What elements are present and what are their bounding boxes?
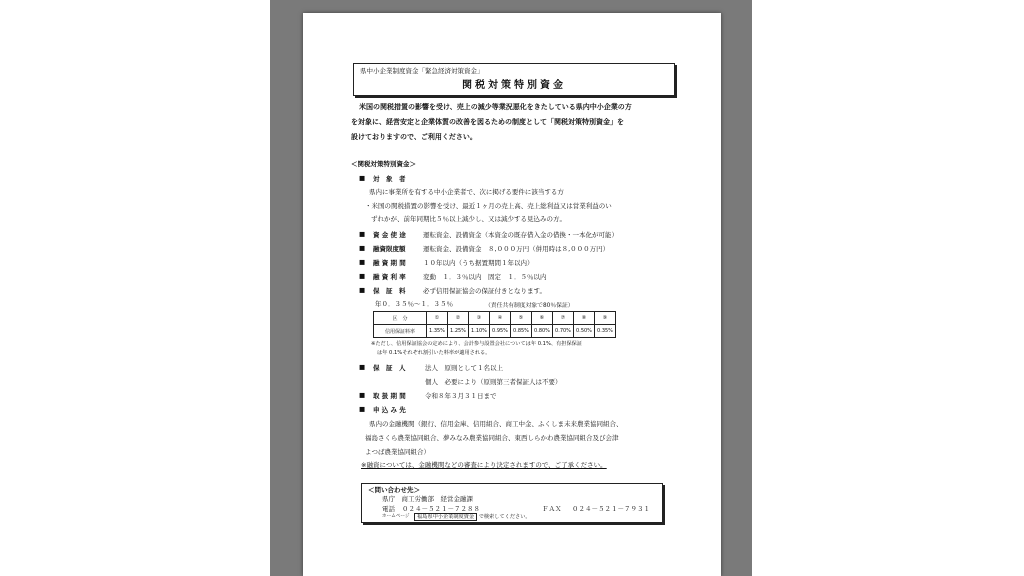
bullet-icon: ■ <box>359 391 366 399</box>
bullet-icon: ■ <box>359 230 366 238</box>
table-header-cell: ④ <box>490 312 511 325</box>
period-value: １０年以内（うち据置期間１年以内） <box>423 259 534 267</box>
table-header-cell: ⑨ <box>595 312 616 325</box>
bullet-icon: ■ <box>359 363 366 371</box>
guarantor-label: 保 証 人 <box>373 364 406 372</box>
table-header-label: 区 分 <box>374 312 427 325</box>
table-row-label: 信用保証料率 <box>374 325 427 338</box>
contact-hp-line <box>414 513 531 520</box>
table-header-cell: ⑦ <box>553 312 574 325</box>
table-header-cell: ③ <box>469 312 490 325</box>
handling-period-value: 令和８年３月３１日まで <box>425 392 497 400</box>
use-label: 資 金 使 途 <box>373 231 406 239</box>
table-row <box>374 312 616 325</box>
contact-tel: ０２４－５２１－７２８８ <box>402 505 480 513</box>
bullet-icon: ■ <box>359 405 366 413</box>
contact-hp-tail: で検索してください。 <box>478 514 531 520</box>
target-text-1: 県内に事業所を有する中小企業者で、次に掲げる要件に該当する方 <box>369 188 564 196</box>
fee-range: 年０．３５％～１．３５％ <box>375 300 453 308</box>
contact-fax: ０２４－５２１－７９３１ <box>572 505 650 513</box>
apply-line-1: 県内の金融機関（銀行、信用金庫、信用組合、商工中金、ふくしま未来農業協同組合、 <box>369 420 623 428</box>
section-heading: ＜関税対策特別資金＞ <box>351 160 416 168</box>
fee-footnote-2: は年 0.1%それぞれ割引いた料率が適用される。 <box>377 350 491 356</box>
bullet-icon: ■ <box>359 272 366 280</box>
table-cell: 0.70% <box>553 325 574 338</box>
table-row <box>374 325 616 338</box>
contact-fax-label: ＦＡＸ <box>542 505 562 513</box>
period-label: 融 資 期 間 <box>373 259 406 267</box>
apply-line-2: 福島さくら農業協同組合、夢みなみ農業協同組合、東西しらかわ農業協同組合及び会津 <box>365 434 619 442</box>
contact-hp-label: ホームページ <box>382 514 410 519</box>
intro-line-3: 設けておりますので、ご利用ください。 <box>351 133 477 141</box>
rate-label: 融 資 利 率 <box>373 273 406 281</box>
table-cell: 1.10% <box>469 325 490 338</box>
bullet-icon: ■ <box>359 258 366 266</box>
table-cell: 1.35% <box>427 325 448 338</box>
target-label: 対 象 者 <box>373 175 406 183</box>
fee-rate-table <box>373 311 616 338</box>
bullet-icon: ■ <box>359 174 366 182</box>
contact-box <box>361 483 663 523</box>
contact-department: 県庁 商工労働部 経営金融課 <box>382 495 473 503</box>
table-cell: 0.85% <box>511 325 532 338</box>
title-box <box>353 63 675 96</box>
intro-line-1: 米国の関税措置の影響を受け、売上の減少等業況悪化をきたしている県内中小企業の方 <box>359 103 632 111</box>
contact-heading: ＜問い合わせ先＞ <box>368 486 420 494</box>
fee-value: 必ず信用保証協会の保証付きとなります。 <box>423 287 546 295</box>
rate-value: 変動 １．３％以内 固定 １．５％以内 <box>423 273 547 281</box>
apply-line-3: よつば農業協同組合） <box>365 448 430 456</box>
table-header-cell: ⑥ <box>532 312 553 325</box>
document-page <box>303 13 721 576</box>
limit-value: 運転資金、設備資金 ８,０００万円（併用時は８,０００万円） <box>423 245 610 253</box>
table-cell: 0.35% <box>595 325 616 338</box>
intro-line-2: を対象に、経営安定と企業体質の改善を図るための制度として「関税対策特別資金」を <box>351 118 624 126</box>
fee-range-note: （責任共有制度対象で80％保証） <box>485 303 574 309</box>
target-text-3: ずれかが、前年同期比５％以上減少し、又は減少する見込みの方。 <box>371 215 566 223</box>
apply-note: ※融資については、金融機関などの審査により決定されますので、ご了承ください。 <box>361 461 607 469</box>
title-subtitle: 県中小企業制度資金「緊急経済対策資金」 <box>360 67 484 75</box>
table-cell: 0.50% <box>574 325 595 338</box>
bullet-icon: ■ <box>359 244 366 252</box>
table-header-cell: ⑤ <box>511 312 532 325</box>
contact-tel-label: 電話 <box>382 505 395 513</box>
target-text-2: ・米国の関税措置の影響を受け、最近１ヶ月の売上高、売上総利益又は営業利益のい <box>365 202 612 210</box>
table-header-cell: ⑧ <box>574 312 595 325</box>
contact-hp-link[interactable]: 福島県中小企業制度資金 <box>414 513 477 521</box>
page-title: 関税対策特別資金 <box>462 80 566 91</box>
fee-footnote-1: ※ただし、信用保証協会の定めにより、会計参与設置会社については年 0.1%、有担保保証 <box>371 341 583 347</box>
table-header-cell: ② <box>448 312 469 325</box>
table-header-cell: ① <box>427 312 448 325</box>
table-cell: 0.95% <box>490 325 511 338</box>
guarantor-corp: 法人 原則として１名以上 <box>425 364 503 372</box>
guarantor-individual: 個人 必要により（原則第三者保証人は不要） <box>425 378 562 386</box>
table-cell: 0.80% <box>532 325 553 338</box>
apply-label: 申 込 み 先 <box>373 406 406 414</box>
table-cell: 1.25% <box>448 325 469 338</box>
handling-period-label: 取 扱 期 間 <box>373 392 406 400</box>
use-value: 運転資金、設備資金（本資金の既存借入金の借換・一本化が可能） <box>423 231 618 239</box>
bullet-icon: ■ <box>359 286 366 294</box>
fee-label: 保 証 料 <box>373 287 406 295</box>
limit-label: 融資限度額 <box>373 245 406 253</box>
